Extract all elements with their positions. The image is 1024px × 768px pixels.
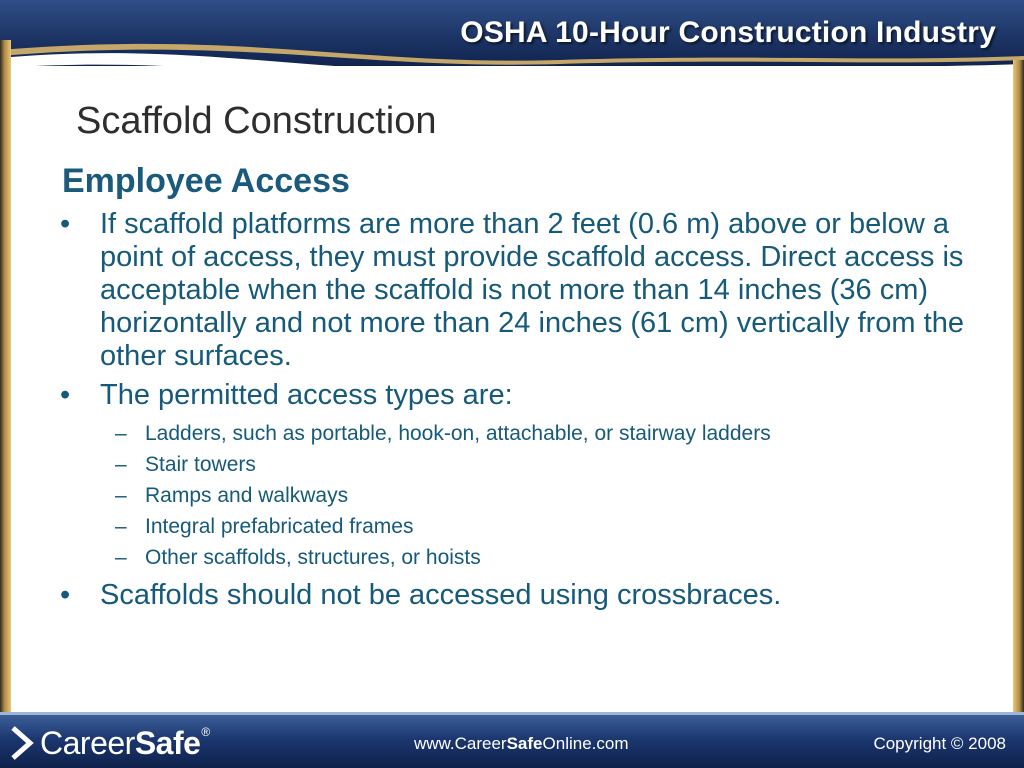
bullet-item bbox=[56, 208, 976, 373]
bullet-item bbox=[56, 379, 976, 412]
url-bold: Safe bbox=[506, 734, 543, 753]
sub-item-text: Stair towers bbox=[145, 453, 256, 476]
sub-item bbox=[56, 511, 976, 542]
bullet-item bbox=[56, 579, 976, 612]
bullet-mark: • bbox=[60, 379, 71, 411]
bullet-mark: • bbox=[60, 579, 71, 611]
logo-text-safe: Safe bbox=[134, 724, 201, 761]
sub-dash: – bbox=[115, 546, 127, 569]
registered-mark: ® bbox=[201, 725, 211, 739]
careersafe-logo bbox=[10, 723, 210, 763]
sub-item-text: Ramps and walkways bbox=[145, 484, 349, 507]
url-prefix: www.Career bbox=[414, 734, 507, 753]
slide-title: Scaffold Construction bbox=[76, 100, 437, 142]
access-types-list bbox=[56, 418, 976, 573]
bullet-text: The permitted access types are: bbox=[100, 379, 513, 411]
bullet-text: If scaffold platforms are more than 2 feet (0.6 m) above or below a point of access, they must provide scaffold access. Direct access is acceptable when the scaffold is not more than 14 inches (36 cm) horizontally and not more than 24 inches (61 cm) vertically from the other surfaces. bbox=[100, 208, 964, 372]
sub-item-text: Ladders, such as portable, hook-on, attachable, or stairway ladders bbox=[145, 422, 771, 445]
sub-dash: – bbox=[115, 484, 127, 507]
sub-item-text: Other scaffolds, structures, or hoists bbox=[145, 546, 481, 569]
sub-item bbox=[56, 449, 976, 480]
right-frame-edge bbox=[1013, 60, 1024, 712]
bullet-mark: • bbox=[60, 208, 71, 240]
chevron-right-icon bbox=[10, 726, 36, 760]
course-title: OSHA 10-Hour Construction Industry bbox=[460, 16, 996, 49]
logo-text-career: Career bbox=[40, 724, 135, 761]
copyright-text: Copyright © 2008 bbox=[873, 734, 1006, 753]
sub-dash: – bbox=[115, 422, 127, 445]
sub-item-text: Integral prefabricated frames bbox=[145, 515, 414, 538]
website-url bbox=[414, 734, 629, 754]
section-heading: Employee Access bbox=[62, 162, 350, 200]
left-frame-edge bbox=[0, 40, 11, 712]
footer-bar bbox=[0, 712, 1024, 768]
sub-item bbox=[56, 418, 976, 449]
bullet-text: Scaffolds should not be accessed using crossbraces. bbox=[100, 579, 782, 611]
sub-dash: – bbox=[115, 453, 127, 476]
slide-content bbox=[56, 208, 976, 618]
sub-item bbox=[56, 480, 976, 511]
sub-item bbox=[56, 542, 976, 573]
sub-dash: – bbox=[115, 515, 127, 538]
url-suffix: Online.com bbox=[542, 734, 629, 753]
